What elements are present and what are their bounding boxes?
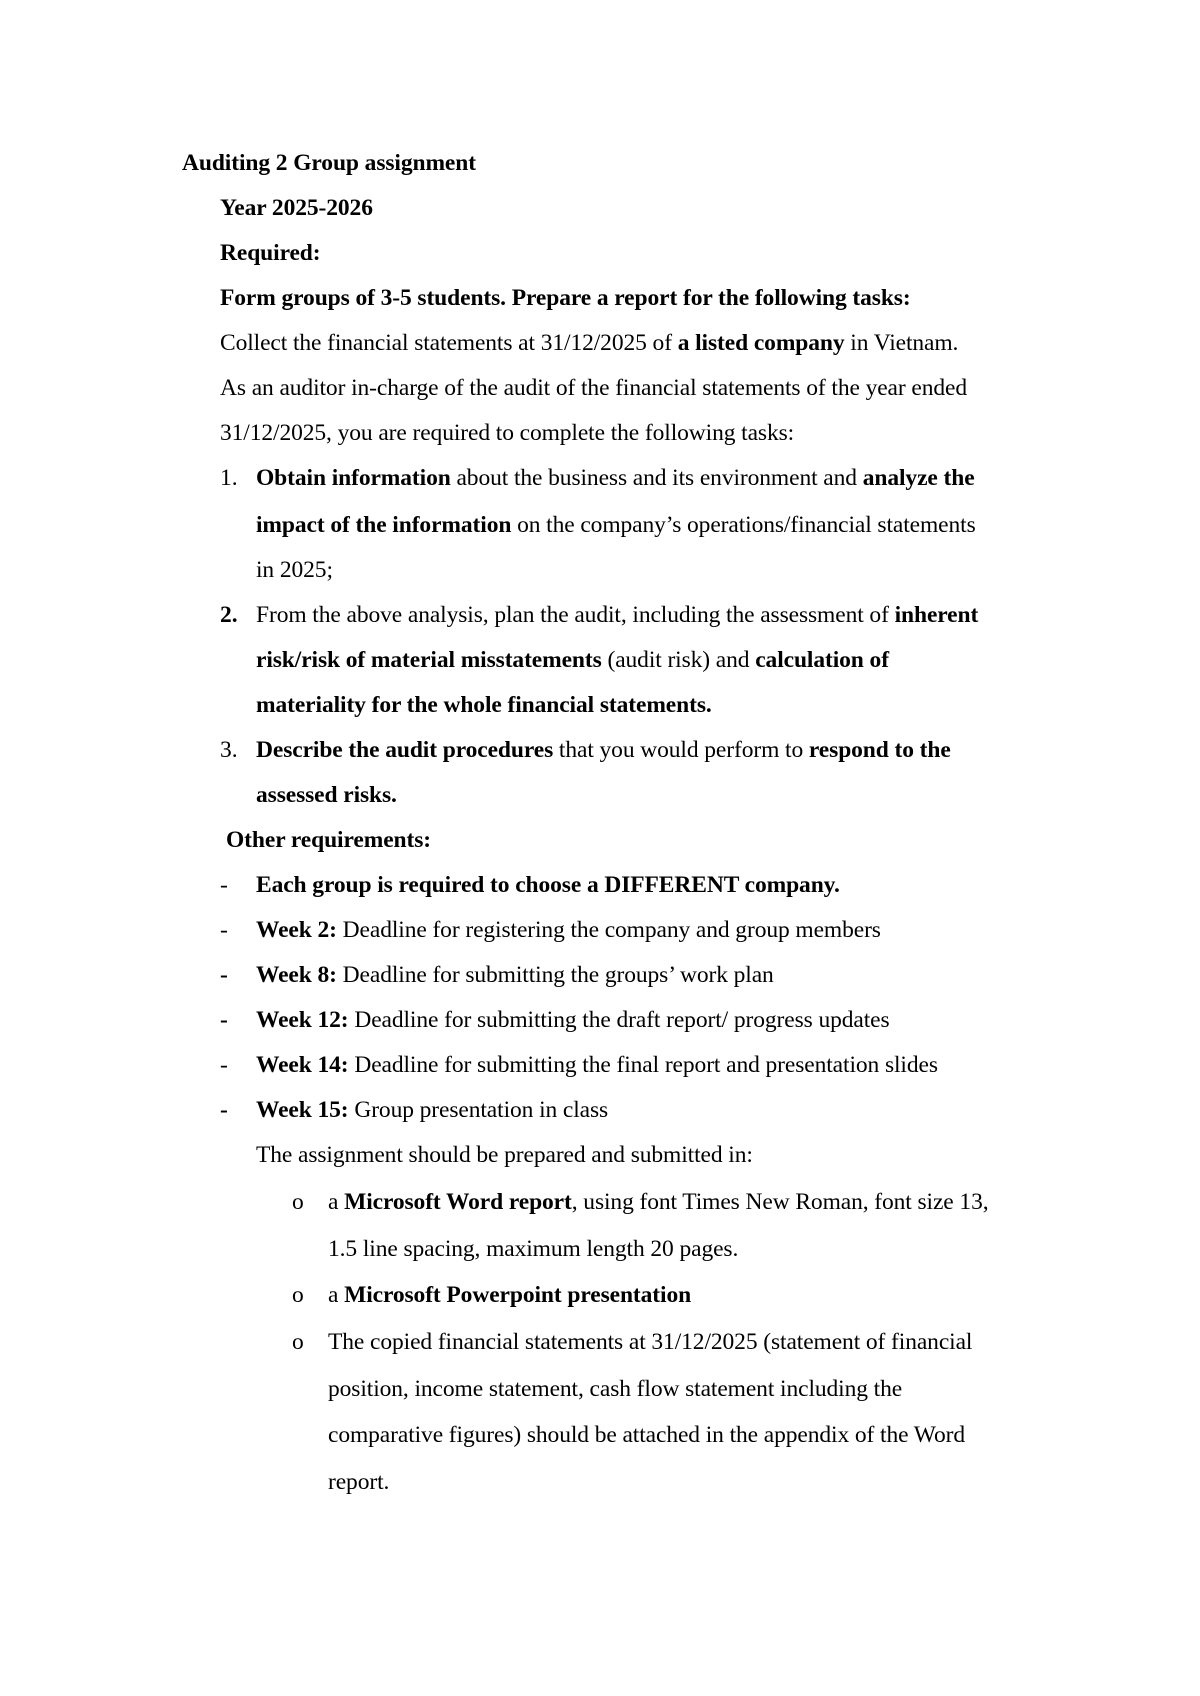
submission-word-report-line-2: 1.5 line spacing, maximum length 20 pages. xyxy=(328,1236,739,1262)
task-3-line-2: assessed risks. xyxy=(256,782,397,808)
auditor-paragraph-line-1: As an auditor in-charge of the audit of the financial statements of the year ended xyxy=(220,375,968,401)
task-1-line-1: Obtain information about the business and its environment and analyze the xyxy=(256,465,975,491)
task-2-line-2: risk/risk of material misstatements (audit risk) and calculation of xyxy=(256,647,889,673)
required-heading: Required: xyxy=(220,240,321,266)
task-1-line-3: in 2025; xyxy=(256,557,333,583)
requirement-item: Week 12: Deadline for submitting the draft report/ progress updates xyxy=(256,1007,890,1033)
academic-year: Year 2025-2026 xyxy=(220,195,373,221)
submission-intro: The assignment should be prepared and submitted in: xyxy=(256,1142,753,1168)
task-2-line-3: materiality for the whole financial statements. xyxy=(256,692,712,718)
task-3-number: 3. xyxy=(220,737,238,763)
task-2-line-1: From the above analysis, plan the audit, including the assessment of inherent xyxy=(256,602,979,628)
auditor-paragraph-line-2: 31/12/2025, you are required to complete the following tasks: xyxy=(220,420,795,446)
form-groups-instruction: Form groups of 3-5 students. Prepare a report for the following tasks: xyxy=(220,285,911,311)
task-1-line-2: impact of the information on the company’s operations/financial statements xyxy=(256,512,976,538)
submission-word-report-line-1: a Microsoft Word report, using font Times New Roman, font size 13, xyxy=(328,1189,989,1215)
task-3-line-1: Describe the audit procedures that you would perform to respond to the xyxy=(256,737,951,763)
dash-bullet: - xyxy=(220,917,228,943)
dash-bullet: - xyxy=(220,872,228,898)
submission-appendix-line-1: The copied financial statements at 31/12/2025 (statement of financial xyxy=(328,1329,973,1355)
task-2-number: 2. xyxy=(220,602,238,628)
circle-bullet: o xyxy=(292,1329,304,1355)
requirement-item: Week 2: Deadline for registering the company and group members xyxy=(256,917,881,943)
requirement-item: Week 14: Deadline for submitting the final report and presentation slides xyxy=(256,1052,938,1078)
submission-appendix-line-4: report. xyxy=(328,1469,390,1495)
dash-bullet: - xyxy=(220,1052,228,1078)
document-title: Auditing 2 Group assignment xyxy=(182,150,476,176)
collect-statements-line: Collect the financial statements at 31/12/2025 of a listed company in Vietnam. xyxy=(220,330,959,356)
requirement-item: Week 15: Group presentation in class xyxy=(256,1097,609,1123)
circle-bullet: o xyxy=(292,1189,304,1215)
other-requirements-heading: Other requirements: xyxy=(226,827,431,853)
dash-bullet: - xyxy=(220,1007,228,1033)
submission-appendix-line-2: position, income statement, cash flow statement including the xyxy=(328,1376,903,1402)
requirement-item: Week 8: Deadline for submitting the groups’ work plan xyxy=(256,962,774,988)
submission-powerpoint: a Microsoft Powerpoint presentation xyxy=(328,1282,692,1308)
requirement-item: Each group is required to choose a DIFFERENT company. xyxy=(256,872,840,898)
dash-bullet: - xyxy=(220,1097,228,1123)
submission-appendix-line-3: comparative figures) should be attached in the appendix of the Word xyxy=(328,1422,966,1448)
circle-bullet: o xyxy=(292,1282,304,1308)
task-1-number: 1. xyxy=(220,465,238,491)
dash-bullet: - xyxy=(220,962,228,988)
